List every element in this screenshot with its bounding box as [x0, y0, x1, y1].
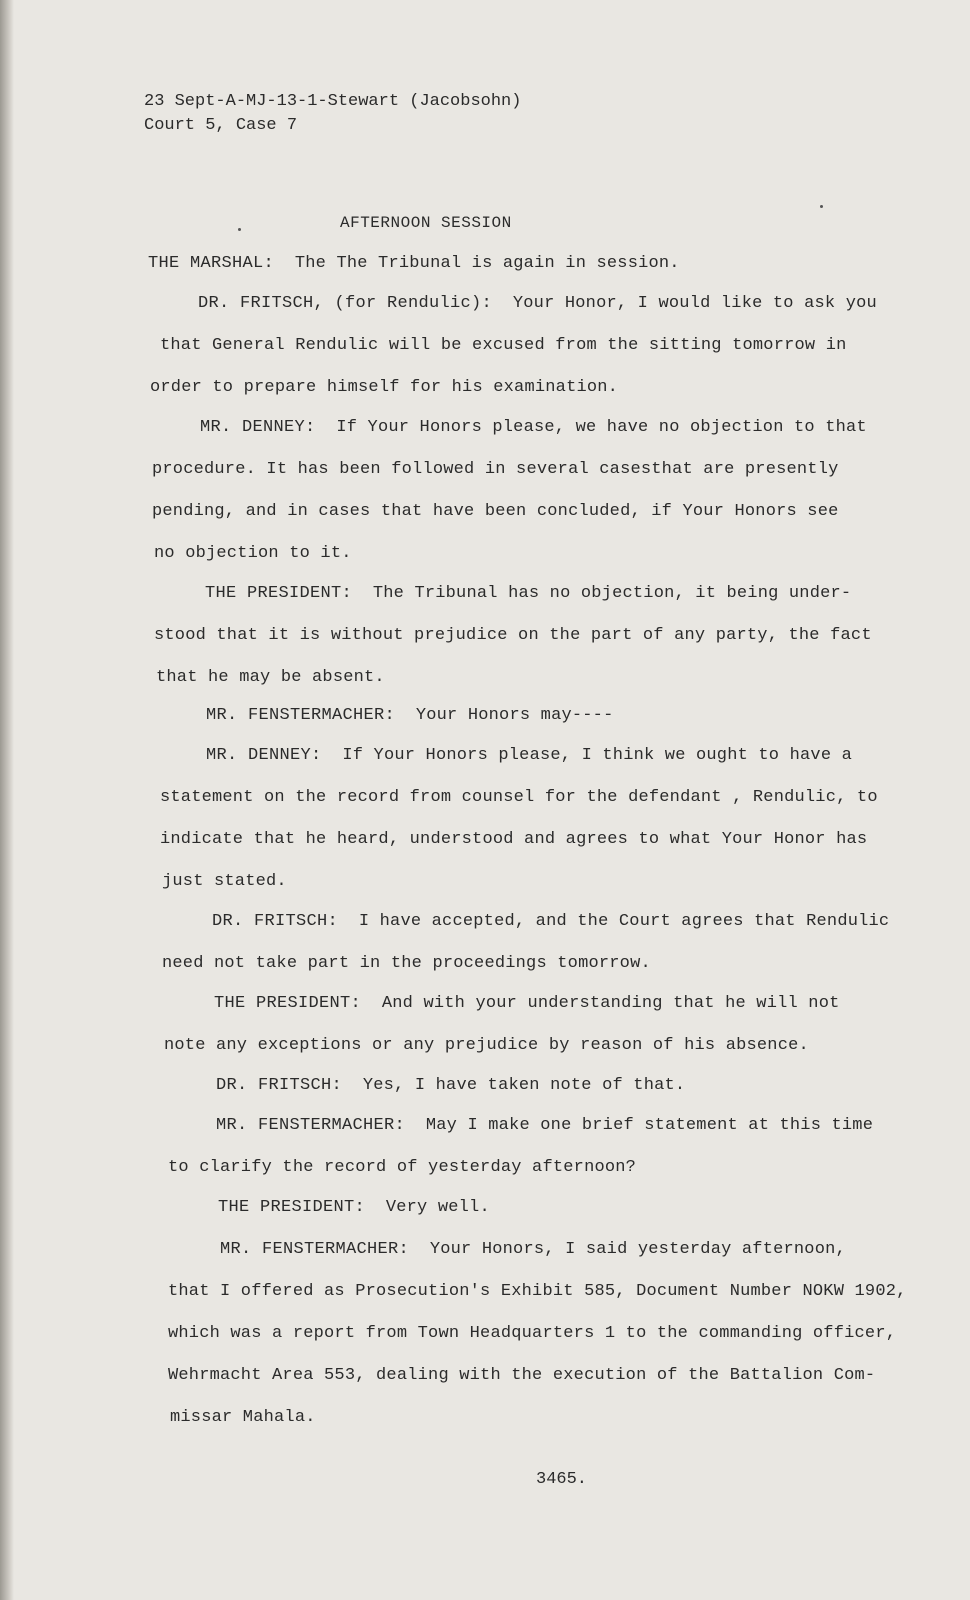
transcript-line	[206, 706, 613, 725]
speaker-label: THE PRESIDENT:	[205, 584, 353, 603]
transcript-line: that he may be absent.	[156, 668, 385, 687]
speech-text: The Tribunal has no objection, it being under-	[372, 584, 852, 603]
speech-text: May I make one brief statement at this time	[425, 1116, 874, 1135]
transcript-line	[216, 1116, 873, 1135]
transcript-line: indicate that he heard, understood and agrees to what Your Honor has	[160, 830, 868, 849]
speaker-label: DR. FRITSCH, (for Rendulic):	[198, 294, 493, 313]
transcript-line	[216, 1076, 685, 1095]
speaker-label: DR. FRITSCH:	[216, 1076, 343, 1095]
transcript-line: which was a report from Town Headquarters 1 to the commanding officer,	[168, 1324, 897, 1343]
transcript-line	[212, 912, 889, 931]
speech-text: If Your Honors please, I think we ought to have a	[342, 746, 853, 765]
speaker-label: MR. FENSTERMACHER:	[206, 706, 396, 725]
speaker-label: THE PRESIDENT:	[218, 1198, 366, 1217]
transcript-line: Wehrmacht Area 553, dealing with the execution of the Battalion Com-	[168, 1366, 876, 1385]
transcript-line: stood that it is without prejudice on the part of any party, the fact	[154, 626, 872, 645]
page-number: 3465.	[536, 1470, 588, 1489]
transcript-line	[214, 994, 840, 1013]
paper-speck	[820, 205, 823, 208]
speaker-label: MR. DENNEY:	[200, 418, 316, 437]
transcript-line: that General Rendulic will be excused from the sitting tomorrow in	[160, 336, 847, 355]
transcript-line: order to prepare himself for his examination.	[150, 378, 619, 397]
transcript-line	[220, 1240, 846, 1259]
speech-text: The The Tribunal is again in session.	[294, 254, 680, 273]
transcript-line: that I offered as Prosecution's Exhibit 585, Document Number NOKW 1902,	[168, 1282, 907, 1301]
document-header	[144, 90, 521, 138]
speaker-label: MR. FENSTERMACHER:	[220, 1240, 410, 1259]
speech-text: Your Honors may----	[415, 706, 614, 725]
transcript-line: just stated.	[162, 872, 287, 891]
transcript-line	[205, 584, 851, 603]
speech-text: Very well.	[385, 1198, 490, 1217]
transcript-line	[200, 418, 867, 437]
paper-speck	[238, 228, 241, 231]
transcript-line: note any exceptions or any prejudice by reason of his absence.	[164, 1036, 809, 1055]
transcript-line: to clarify the record of yesterday afternoon?	[168, 1158, 637, 1177]
transcript-line: missar Mahala.	[170, 1408, 316, 1427]
transcript-line: statement on the record from counsel for the defendant , Rendulic, to	[160, 788, 878, 807]
speech-text: If Your Honors please, we have no objection to that	[336, 418, 867, 437]
transcript-line	[148, 254, 680, 273]
session-title: AFTERNOON SESSION	[340, 214, 512, 232]
speech-text: Yes, I have taken note of that.	[362, 1076, 686, 1095]
speaker-label: MR. DENNEY:	[206, 746, 322, 765]
page-binding-edge	[0, 0, 14, 1600]
speech-text: Your Honor, I would like to ask you	[512, 294, 877, 313]
transcript-line: pending, and in cases that have been concluded, if Your Honors see	[152, 502, 839, 521]
speaker-label: THE PRESIDENT:	[214, 994, 362, 1013]
speaker-label: MR. FENSTERMACHER:	[216, 1116, 406, 1135]
speech-text: Your Honors, I said yesterday afternoon,	[429, 1240, 846, 1259]
speech-text: And with your understanding that he will not	[381, 994, 840, 1013]
speaker-label: DR. FRITSCH:	[212, 912, 339, 931]
transcript-line: procedure. It has been followed in several casesthat are presently	[152, 460, 839, 479]
speech-text: I have accepted, and the Court agrees that Rendulic	[358, 912, 890, 931]
transcript-line: need not take part in the proceedings tomorrow.	[162, 954, 651, 973]
transcript-line	[206, 746, 852, 765]
transcript-line	[198, 294, 877, 313]
transcript-line	[218, 1198, 490, 1217]
header-reference: 23 Sept-A-MJ-13-1-Stewart (Jacobsohn)	[144, 92, 522, 111]
header-court-case: Court 5, Case 7	[144, 116, 298, 135]
transcript-line: no objection to it.	[154, 544, 352, 563]
speaker-label: THE MARSHAL:	[148, 254, 275, 273]
